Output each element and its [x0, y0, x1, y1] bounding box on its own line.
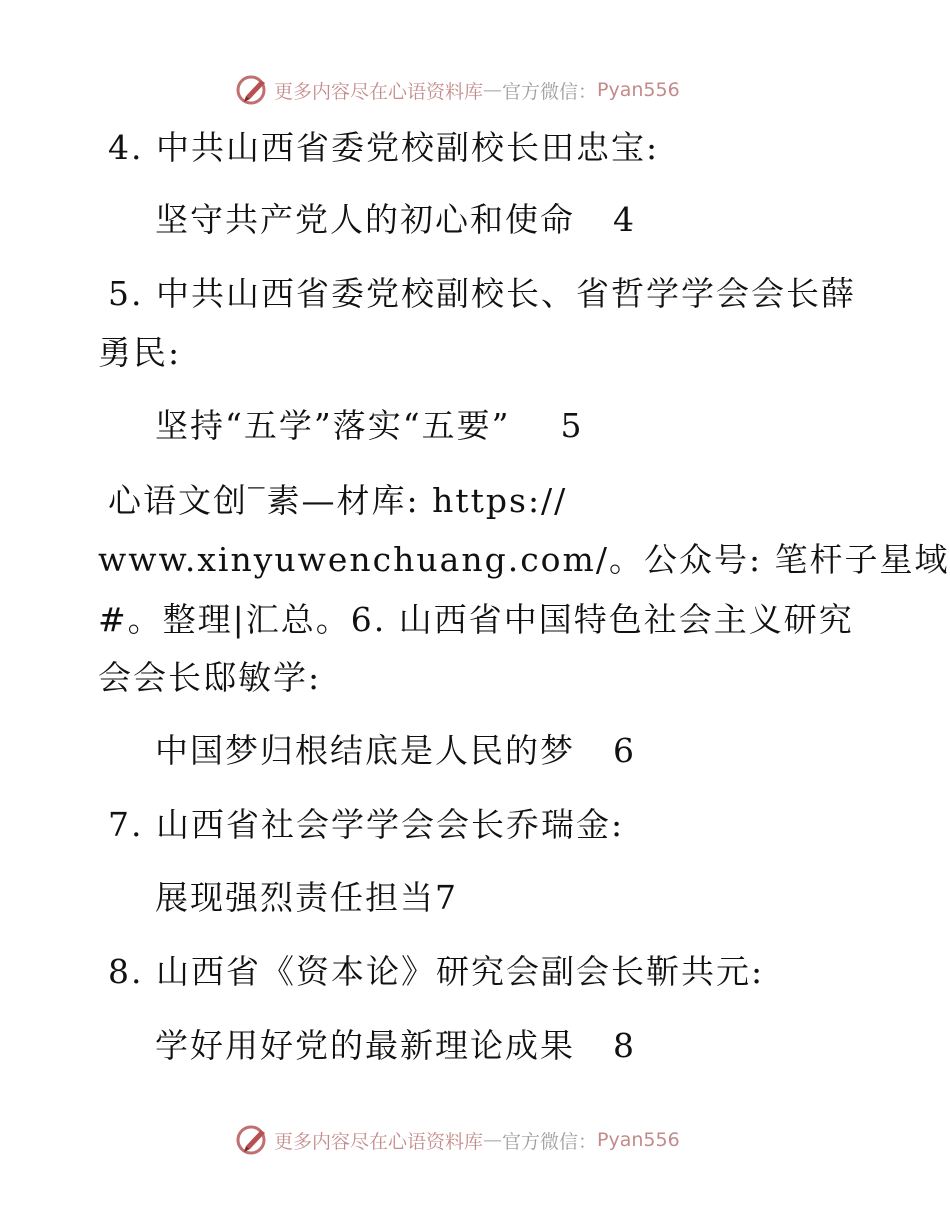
watermark-header: [236, 70, 680, 110]
watermark-text: 更多内容尽在心语资料库: [274, 80, 484, 103]
toc-heading-4: 4. 中共山西省委党校副校长田忠宝:: [108, 128, 660, 167]
watermark-contact-id: Pyan556: [597, 79, 680, 101]
toc-entry-title: 学好用好党的最新理论成果: [155, 1026, 575, 1065]
watermark-separator: —: [483, 1129, 503, 1151]
toc-heading-8: 8. 山西省《资本论》研究会副会长靳共元:: [108, 952, 765, 991]
watermark-separator: —: [483, 79, 503, 101]
embedded-note-line-3: #。整理|汇总。6. 山西省中国特色社会主义研究: [98, 600, 854, 639]
toc-entry-6: [155, 731, 636, 771]
pen-logo-icon: [236, 1123, 270, 1157]
watermark-contact-label: 官方微信：: [502, 1130, 598, 1153]
watermark-footer: [236, 1120, 680, 1160]
toc-page-number: 8: [613, 1026, 636, 1065]
toc-page-number: 4: [613, 200, 636, 239]
embedded-note-line-2: www.xinyuwenchuang.com/。公众号: 笔杆子星域: [98, 540, 950, 579]
watermark-text: 更多内容尽在心语资料库: [274, 1130, 484, 1153]
toc-heading-5: 5. 中共山西省委党校副校长、省哲学学会会长薛: [108, 274, 856, 313]
toc-entry-title: 中国梦归根结底是人民的梦: [155, 731, 575, 770]
toc-heading-5-cont: 勇民:: [98, 333, 182, 372]
toc-heading-7: 7. 山西省社会学学会会长乔瑞金:: [108, 805, 625, 844]
watermark-contact-id: Pyan556: [597, 1129, 680, 1151]
toc-entry-4: [155, 200, 636, 240]
watermark-contact-label: 官方微信：: [502, 80, 598, 103]
toc-heading-6-cont: 会会长邸敏学:: [98, 658, 322, 697]
toc-entry-8: [155, 1026, 636, 1066]
toc-entry-title: 坚持“五学”落实“五要”: [155, 406, 511, 445]
toc-entry-5: [155, 406, 583, 446]
pen-logo-icon: [236, 73, 270, 107]
toc-page-number: 5: [560, 406, 584, 445]
toc-entry-title: 坚守共产党人的初心和使命: [155, 200, 575, 239]
toc-page-number: 6: [613, 731, 636, 770]
toc-entry-7: 展现强烈责任担当7: [155, 878, 458, 917]
embedded-note-line-1: 心语文创‾素—材库: https://: [108, 481, 568, 520]
